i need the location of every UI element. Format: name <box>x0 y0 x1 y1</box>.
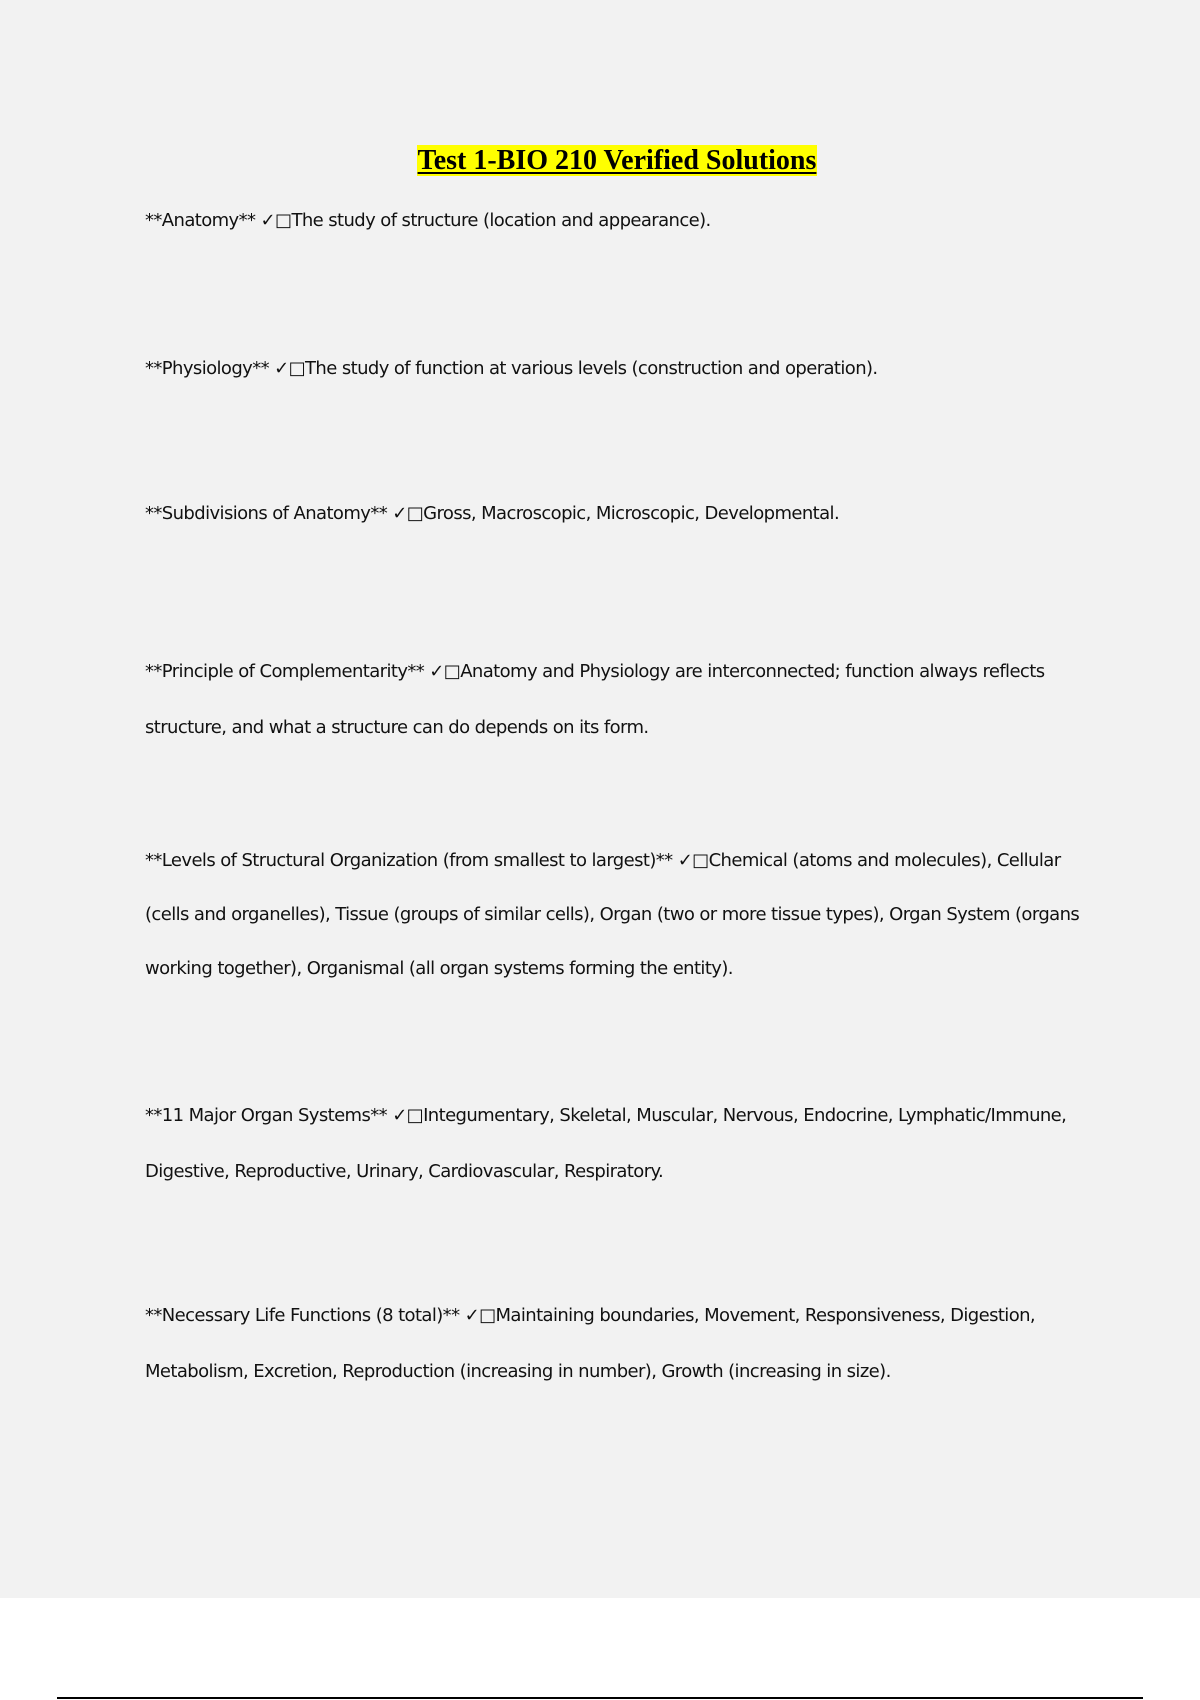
entry-term: **Necessary Life Functions (8 total)** <box>145 1305 465 1326</box>
check-icon: ✓ <box>429 661 444 682</box>
document-title <box>0 141 1200 181</box>
entry-term: **Physiology** <box>145 358 275 379</box>
entry-term: **Subdivisions of Anatomy** <box>145 503 393 524</box>
check-icon: ✓ <box>260 210 276 231</box>
entry-definition: Maintaining boundaries, Movement, Responsiveness, Digestion, Metabolism, Excretion, Reproduction (increasing in number), Growth (increasing in size). <box>145 1305 1036 1382</box>
entry-levels-of-structural-organization <box>145 834 1080 996</box>
box-icon: □ <box>443 661 461 682</box>
check-icon: ✓ <box>677 850 693 871</box>
box-icon: □ <box>406 1105 424 1126</box>
entry-definition: Gross, Macroscopic, Microscopic, Developmental. <box>423 503 840 524</box>
entry-term: **11 Major Organ Systems** <box>145 1105 393 1126</box>
box-icon: □ <box>479 1305 496 1326</box>
check-icon: ✓ <box>392 1105 407 1126</box>
box-icon: □ <box>275 210 292 231</box>
box-icon: □ <box>406 503 424 524</box>
entry-definition: The study of function at various levels (construction and operation). <box>305 358 878 379</box>
entry-necessary-life-functions <box>145 1288 1080 1400</box>
entry-definition: Integumentary, Skeletal, Muscular, Nervous, Endocrine, Lymphatic/Immune, Digestive, Reproductive, Urinary, Cardiovascular, Respiratory. <box>145 1105 1067 1182</box>
check-icon: ✓ <box>464 1305 480 1326</box>
entry-term: **Anatomy** <box>145 210 261 231</box>
entry-definition: The study of structure (location and appearance). <box>291 210 711 231</box>
box-icon: □ <box>288 358 306 379</box>
entry-subdivisions-of-anatomy <box>145 500 1080 528</box>
entry-major-organ-systems <box>145 1088 1080 1200</box>
check-icon: ✓ <box>274 358 289 379</box>
entry-anatomy <box>145 207 1080 235</box>
entry-principle-of-complementarity <box>145 644 1080 756</box>
entry-term: **Principle of Complementarity** <box>145 661 430 682</box>
check-icon: ✓ <box>392 503 407 524</box>
entry-definition: Anatomy and Physiology are interconnected; function always reflects structure, and what a structure can do depends on its form. <box>145 661 1045 738</box>
entry-physiology <box>145 355 1080 383</box>
entry-definition: Chemical (atoms and molecules), Cellular (cells and organelles), Tissue (groups of similar cells), Organ (two or more tissue types), Organ System (organs working together), Organismal (all organ systems forming the entity). <box>145 850 1080 979</box>
box-icon: □ <box>692 850 709 871</box>
document-title-text: Test 1-BIO 210 Verified Solutions <box>417 145 817 176</box>
footer-divider <box>57 1697 1143 1699</box>
entry-term: **Levels of Structural Organization (from smallest to largest)** <box>145 850 678 871</box>
